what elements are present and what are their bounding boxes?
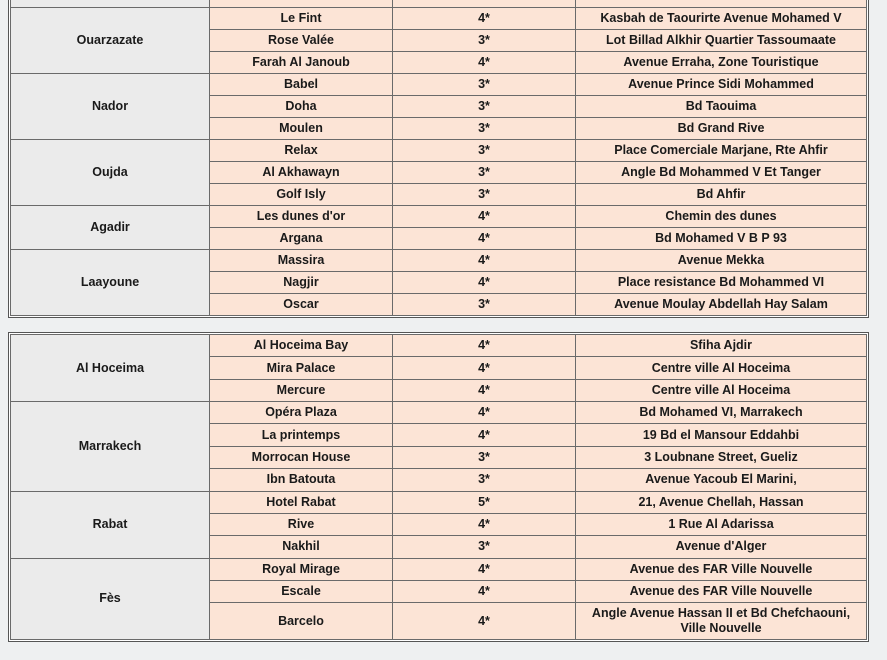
hotel-name-cell: Argana bbox=[210, 228, 393, 250]
hotel-table-1-grid bbox=[10, 0, 867, 316]
address-cell: Avenue Moulay Abdellah Hay Salam bbox=[576, 294, 867, 316]
hotel-name-cell: Hotel Rabat bbox=[210, 491, 393, 513]
star-rating-cell: 4* bbox=[393, 228, 576, 250]
table-row bbox=[11, 140, 867, 162]
hotel-name-cell: Al Hoceima Bay bbox=[210, 335, 393, 357]
star-rating-cell: 4* bbox=[393, 335, 576, 357]
star-rating-cell: 4* bbox=[393, 250, 576, 272]
hotel-name-cell: Moulen bbox=[210, 118, 393, 140]
table-row bbox=[11, 0, 867, 8]
address-cell bbox=[576, 0, 867, 8]
hotel-name-cell: Mira Palace bbox=[210, 357, 393, 379]
star-rating-cell: 4* bbox=[393, 402, 576, 424]
city-cell: Fès bbox=[11, 558, 210, 639]
table-row bbox=[11, 335, 867, 357]
hotel-table-1 bbox=[8, 0, 869, 318]
table-row bbox=[11, 558, 867, 580]
star-rating-cell: 3* bbox=[393, 96, 576, 118]
address-cell: Bd Mohamed VI, Marrakech bbox=[576, 402, 867, 424]
address-cell: Place resistance Bd Mohammed VI bbox=[576, 272, 867, 294]
address-cell: Kasbah de Taourirte Avenue Mohamed V bbox=[576, 8, 867, 30]
star-rating-cell: 3* bbox=[393, 469, 576, 491]
star-rating-cell: 3* bbox=[393, 294, 576, 316]
address-cell: 3 Loubnane Street, Gueliz bbox=[576, 446, 867, 468]
hotel-name-cell: Royal Mirage bbox=[210, 558, 393, 580]
table-row bbox=[11, 402, 867, 424]
address-cell: 21, Avenue Chellah, Hassan bbox=[576, 491, 867, 513]
star-rating-cell: 3* bbox=[393, 118, 576, 140]
star-rating-cell: 4* bbox=[393, 379, 576, 401]
table-row bbox=[11, 491, 867, 513]
hotel-name-cell: Al Akhawayn bbox=[210, 162, 393, 184]
address-cell: Bd Ahfir bbox=[576, 184, 867, 206]
hotel-name-cell: Massira bbox=[210, 250, 393, 272]
star-rating-cell: 3* bbox=[393, 30, 576, 52]
city-cell: Agadir bbox=[11, 206, 210, 250]
star-rating-cell: 4* bbox=[393, 8, 576, 30]
hotel-name-cell: Opéra Plaza bbox=[210, 402, 393, 424]
star-rating-cell: 3* bbox=[393, 446, 576, 468]
address-cell: Avenue d'Alger bbox=[576, 536, 867, 558]
hotel-name-cell: Escale bbox=[210, 580, 393, 602]
table-row bbox=[11, 8, 867, 30]
hotel-name-cell: Morrocan House bbox=[210, 446, 393, 468]
hotel-name-cell: Mercure bbox=[210, 379, 393, 401]
hotel-name-cell: Le Fint bbox=[210, 8, 393, 30]
address-cell: Bd Taouima bbox=[576, 96, 867, 118]
address-cell: Centre ville Al Hoceima bbox=[576, 357, 867, 379]
star-rating-cell: 4* bbox=[393, 357, 576, 379]
address-cell: Avenue Mekka bbox=[576, 250, 867, 272]
hotel-name-cell: La printemps bbox=[210, 424, 393, 446]
hotel-name-cell: Nagjir bbox=[210, 272, 393, 294]
address-cell: Chemin des dunes bbox=[576, 206, 867, 228]
star-rating-cell: 3* bbox=[393, 162, 576, 184]
star-rating-cell: 4* bbox=[393, 513, 576, 535]
star-rating-cell: 4* bbox=[393, 272, 576, 294]
city-cell: Ouarzazate bbox=[11, 8, 210, 74]
hotel-name-cell: Barcelo bbox=[210, 603, 393, 640]
address-cell: Place Comerciale Marjane, Rte Ahfir bbox=[576, 140, 867, 162]
address-cell: 19 Bd el Mansour Eddahbi bbox=[576, 424, 867, 446]
star-rating-cell: 3* bbox=[393, 74, 576, 96]
hotel-name-cell: Les dunes d'or bbox=[210, 206, 393, 228]
address-cell: Avenue Erraha, Zone Touristique bbox=[576, 52, 867, 74]
address-cell: Sfiha Ajdir bbox=[576, 335, 867, 357]
hotel-name-cell: Doha bbox=[210, 96, 393, 118]
city-cell: Marrakech bbox=[11, 402, 210, 491]
star-rating-cell bbox=[393, 0, 576, 8]
star-rating-cell: 4* bbox=[393, 424, 576, 446]
hotel-table-2 bbox=[8, 332, 869, 642]
table-row bbox=[11, 250, 867, 272]
hotel-name-cell: Rose Valée bbox=[210, 30, 393, 52]
star-rating-cell: 3* bbox=[393, 536, 576, 558]
hotel-name-cell: Ibn Batouta bbox=[210, 469, 393, 491]
hotel-name-cell: Golf Isly bbox=[210, 184, 393, 206]
city-cell: Oujda bbox=[11, 140, 210, 206]
hotel-name-cell: Rive bbox=[210, 513, 393, 535]
hotel-name-cell: Relax bbox=[210, 140, 393, 162]
star-rating-cell: 3* bbox=[393, 140, 576, 162]
address-cell: Avenue des FAR Ville Nouvelle bbox=[576, 580, 867, 602]
star-rating-cell: 5* bbox=[393, 491, 576, 513]
table-row bbox=[11, 74, 867, 96]
hotel-name-cell: Farah Al Janoub bbox=[210, 52, 393, 74]
address-cell: Avenue Prince Sidi Mohammed bbox=[576, 74, 867, 96]
city-cell: Nador bbox=[11, 74, 210, 140]
table-row bbox=[11, 206, 867, 228]
star-rating-cell: 4* bbox=[393, 580, 576, 602]
address-cell: Bd Mohamed V B P 93 bbox=[576, 228, 867, 250]
address-cell: 1 Rue Al Adarissa bbox=[576, 513, 867, 535]
hotel-name-cell bbox=[210, 0, 393, 8]
address-cell: Angle Bd Mohammed V Et Tanger bbox=[576, 162, 867, 184]
city-cell: Al Hoceima bbox=[11, 335, 210, 402]
city-cell: Laayoune bbox=[11, 250, 210, 316]
address-cell: Lot Billad Alkhir Quartier Tassoumaate bbox=[576, 30, 867, 52]
city-cell: Rabat bbox=[11, 491, 210, 558]
star-rating-cell: 4* bbox=[393, 52, 576, 74]
address-cell: Avenue des FAR Ville Nouvelle bbox=[576, 558, 867, 580]
star-rating-cell: 4* bbox=[393, 603, 576, 640]
hotel-name-cell: Babel bbox=[210, 74, 393, 96]
address-cell: Centre ville Al Hoceima bbox=[576, 379, 867, 401]
address-cell: Bd Grand Rive bbox=[576, 118, 867, 140]
city-cell bbox=[11, 0, 210, 8]
address-cell: Angle Avenue Hassan II et Bd Chefchaouni, Ville Nouvelle bbox=[576, 603, 867, 640]
star-rating-cell: 3* bbox=[393, 184, 576, 206]
hotel-table-2-grid bbox=[10, 334, 867, 640]
star-rating-cell: 4* bbox=[393, 206, 576, 228]
address-cell: Avenue Yacoub El Marini, bbox=[576, 469, 867, 491]
star-rating-cell: 4* bbox=[393, 558, 576, 580]
hotel-name-cell: Oscar bbox=[210, 294, 393, 316]
hotel-name-cell: Nakhil bbox=[210, 536, 393, 558]
